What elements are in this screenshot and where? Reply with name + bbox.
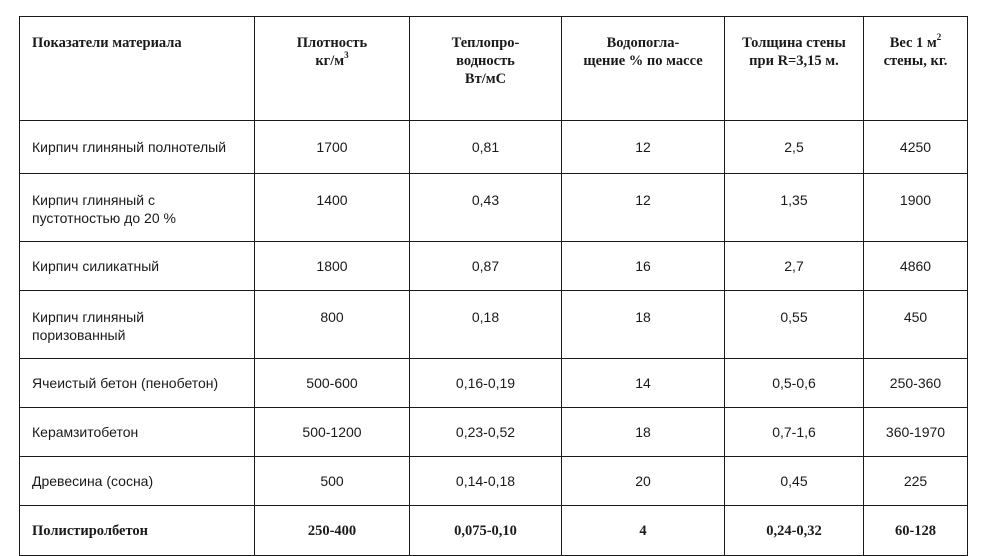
header-row bbox=[20, 17, 968, 121]
water-value: 12 bbox=[562, 174, 725, 242]
thermal-value: 0,16-0,19 bbox=[410, 359, 562, 408]
table-row bbox=[20, 121, 968, 174]
header-density: Плотность $кг/м^3$ bbox=[255, 17, 410, 121]
thickness-value: 0,45 bbox=[725, 457, 864, 506]
thickness-value: 2,5 bbox=[725, 121, 864, 174]
water-value: 12 bbox=[562, 121, 725, 174]
material-name: Кирпич глиняный поризованный bbox=[20, 291, 255, 359]
thickness-value: 0,7-1,6 bbox=[725, 408, 864, 457]
thermal-value: 0,23-0,52 bbox=[410, 408, 562, 457]
weight-value: 360-1970 bbox=[864, 408, 968, 457]
table-row bbox=[20, 408, 968, 457]
water-value: 18 bbox=[562, 408, 725, 457]
thermal-value: 0,14-0,18 bbox=[410, 457, 562, 506]
density-value: 1400 bbox=[255, 174, 410, 242]
density-value: 500-1200 bbox=[255, 408, 410, 457]
density-value: 1800 bbox=[255, 242, 410, 291]
material-name: Кирпич глиняный с пустотностью до 20 % bbox=[20, 174, 255, 242]
material-name: Древесина (сосна) bbox=[20, 457, 255, 506]
water-value: 18 bbox=[562, 291, 725, 359]
table-row bbox=[20, 359, 968, 408]
header-material: Показатели материала bbox=[20, 17, 255, 121]
table-row bbox=[20, 291, 968, 359]
material-name: Кирпич глиняный полнотелый bbox=[20, 121, 255, 174]
thickness-value: 0,55 bbox=[725, 291, 864, 359]
water-value: 20 bbox=[562, 457, 725, 506]
density-value: 250-400 bbox=[255, 506, 410, 556]
material-name: Кирпич силикатный bbox=[20, 242, 255, 291]
thermal-value: 0,43 bbox=[410, 174, 562, 242]
materials-table bbox=[19, 16, 968, 556]
water-value: 16 bbox=[562, 242, 725, 291]
weight-value: 60-128 bbox=[864, 506, 968, 556]
table-row bbox=[20, 174, 968, 242]
water-value: 4 bbox=[562, 506, 725, 556]
thermal-value: 0,87 bbox=[410, 242, 562, 291]
table-row bbox=[20, 457, 968, 506]
thickness-value: 0,24-0,32 bbox=[725, 506, 864, 556]
header-water-absorption: Водопогла- щение % по массе bbox=[562, 17, 725, 121]
weight-value: 225 bbox=[864, 457, 968, 506]
header-wall-weight: Вес 1 $м^2$ стены, кг. bbox=[864, 17, 968, 121]
thermal-value: 0,075-0,10 bbox=[410, 506, 562, 556]
header-wall-thickness: Толщина стены при R=3,15 м. bbox=[725, 17, 864, 121]
density-value: 1700 bbox=[255, 121, 410, 174]
weight-value: 4860 bbox=[864, 242, 968, 291]
density-value: 500-600 bbox=[255, 359, 410, 408]
thickness-value: 0,5-0,6 bbox=[725, 359, 864, 408]
table-row bbox=[20, 506, 968, 556]
density-value: 800 bbox=[255, 291, 410, 359]
water-value: 14 bbox=[562, 359, 725, 408]
thermal-value: 0,81 bbox=[410, 121, 562, 174]
table-body bbox=[20, 121, 968, 556]
weight-value: 450 bbox=[864, 291, 968, 359]
material-name: Ячеистый бетон (пенобетон) bbox=[20, 359, 255, 408]
density-value: 500 bbox=[255, 457, 410, 506]
weight-value: 1900 bbox=[864, 174, 968, 242]
weight-value: 4250 bbox=[864, 121, 968, 174]
thickness-value: 1,35 bbox=[725, 174, 864, 242]
material-name: Керамзитобетон bbox=[20, 408, 255, 457]
thickness-value: 2,7 bbox=[725, 242, 864, 291]
table-header bbox=[20, 17, 968, 121]
weight-value: 250-360 bbox=[864, 359, 968, 408]
material-name: Полистиролбетон bbox=[20, 506, 255, 556]
table-row bbox=[20, 242, 968, 291]
thermal-value: 0,18 bbox=[410, 291, 562, 359]
header-thermal-conductivity: Теплопро- водность Вт/мС bbox=[410, 17, 562, 121]
